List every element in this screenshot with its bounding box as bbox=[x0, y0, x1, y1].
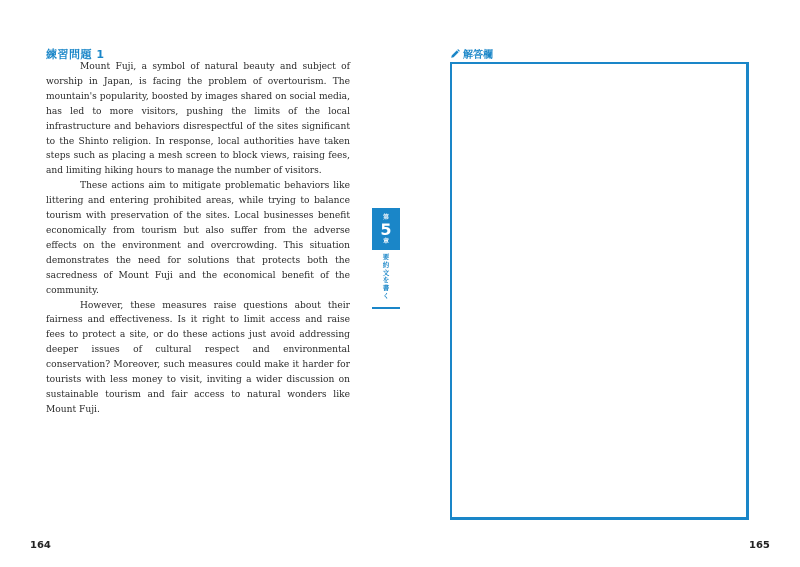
page-number-left: 164 bbox=[30, 540, 51, 551]
page-number-right: 165 bbox=[749, 540, 770, 551]
passage-paragraph: Mount Fuji, a symbol of natural beauty and subject of worship in Japan, is facing the problem of overtourism. The mountain's popularity, boosted by images shared on social media, has led to more visitors, pushing the limits of the local infrastructure and behaviors disrespectful of the sites significant to the Shinto religion. In response, local authorities have taken steps such as placing a mesh screen to block views, raising fees, and limiting hiking hours to manage the number of visitors. bbox=[46, 62, 350, 177]
chapter-suffix: 章 bbox=[382, 237, 389, 245]
chapter-tab bbox=[372, 208, 400, 250]
chapter-prefix: 第 bbox=[382, 213, 389, 221]
chapter-title-char: 書 bbox=[382, 284, 390, 293]
right-page bbox=[400, 0, 800, 567]
chapter-title bbox=[372, 254, 400, 306]
pencil-icon bbox=[450, 49, 460, 59]
chapter-title-char: を bbox=[382, 276, 390, 285]
answer-box[interactable] bbox=[450, 62, 749, 520]
exercise-title: 練習問題 1 bbox=[46, 48, 105, 61]
chapter-title-char: 約 bbox=[382, 260, 390, 269]
chapter-title-char: 要 bbox=[382, 253, 390, 261]
chapter-number: 5 bbox=[380, 219, 392, 239]
chapter-title-rule bbox=[372, 307, 400, 309]
reading-passage bbox=[46, 60, 350, 418]
passage-paragraph: These actions aim to mitigate problematic behaviors like littering and entering prohibited areas, while trying to balance tourism with preservation of the sites. Local businesses benefit economically from tourism but also suffer from the adverse effects on the environment and overcrowding. This situation demonstrates the need for solutions that protects both the sacredness of Mount Fuji and the economical benefit of the community. bbox=[46, 181, 350, 296]
answer-label-text: 解答欄 bbox=[463, 50, 493, 61]
chapter-title-char: く bbox=[382, 291, 390, 300]
passage-paragraph: However, these measures raise questions about their fairness and effectiveness. Is it right to limit access and raise fees to protect a site, or do these actions just avoid addressing deeper issues of cultural respect and environmental conservation? Moreover, such measures could make it harder for tourists with less money to visit, inviting a wider discussion on sustainable tourism and fair access to natural wonders like Mount Fuji. bbox=[46, 300, 350, 415]
chapter-title-char: 文 bbox=[382, 268, 390, 277]
answer-label bbox=[450, 46, 493, 61]
